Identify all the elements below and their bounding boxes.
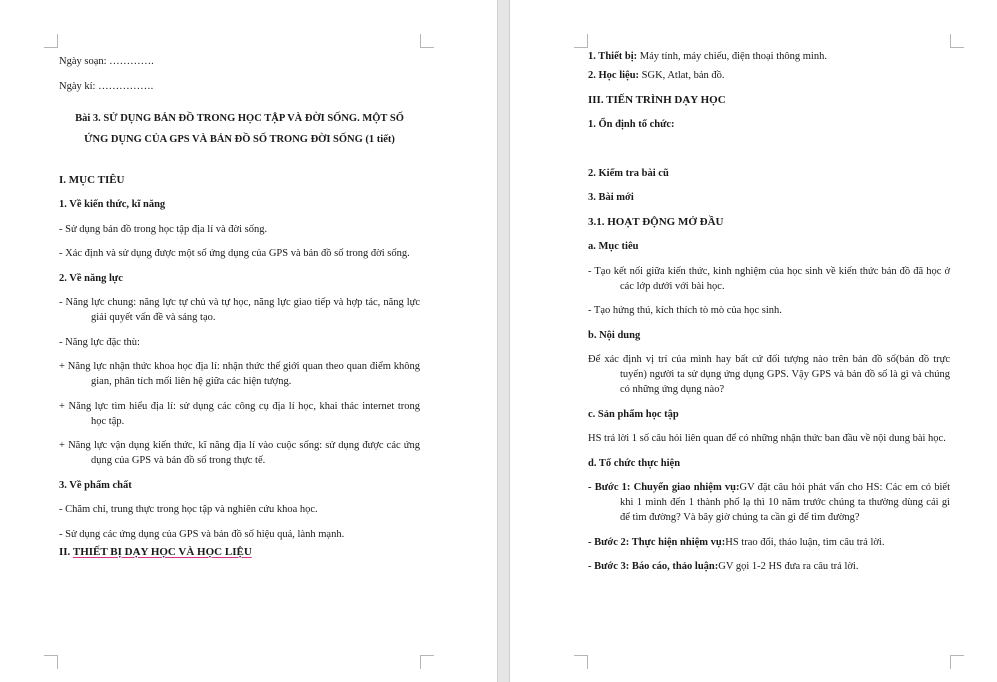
step-3 bbox=[588, 559, 950, 574]
crop-mark-bottom-right bbox=[420, 655, 434, 669]
heading-review: 2. Kiểm tra bài cũ bbox=[588, 167, 669, 179]
crop-mark-top-right bbox=[420, 34, 434, 48]
product-paragraph: HS trả lời 1 số câu hỏi liên quan để có những nhận thức ban đầu về nội dung bài học. bbox=[588, 433, 946, 444]
crop-mark-top-left bbox=[44, 34, 58, 48]
heading-competencies: 2. Về năng lực bbox=[59, 272, 123, 284]
materials-line bbox=[588, 68, 950, 83]
heading-d-organization: d. Tổ chức thực hiện bbox=[588, 457, 681, 469]
step-2-label: - Bước 2: Thực hiện nhiệm vụ: bbox=[588, 536, 726, 548]
date-prepared: Ngày soạn: …………. bbox=[59, 56, 154, 67]
competency-specific-1: + Năng lực nhận thức khoa học địa lí: nhận thức thế giới quan theo quan điểm không gian, phân tích mối liên hệ giữa các hiện tượng. bbox=[59, 361, 420, 387]
right-page-content bbox=[588, 49, 950, 584]
blank-space bbox=[588, 142, 950, 166]
equipment-label: 1. Thiết bị: bbox=[588, 51, 638, 62]
knowledge-item-2: - Xác định và sử dụng được một số ứng dụng của GPS và bản đồ số trong đời sống. bbox=[59, 248, 410, 259]
crop-mark-bottom-left bbox=[574, 655, 588, 669]
crop-mark-bottom-right bbox=[950, 655, 964, 669]
document-page-right bbox=[510, 0, 997, 682]
heading-equipment-text: THIẾT BỊ DẠY HỌC VÀ HỌC LIỆU bbox=[72, 545, 252, 558]
crop-mark-top-right bbox=[950, 34, 964, 48]
heading-c-product: c. Sản phẩm học tập bbox=[588, 408, 679, 420]
heading-opening-activity: 3.1. HOẠT ĐỘNG MỞ ĐẦU bbox=[588, 215, 724, 228]
objective-item-2: - Tạo hứng thú, kích thích tò mò của học sinh. bbox=[588, 305, 782, 316]
crop-mark-top-left bbox=[574, 34, 588, 48]
page-gutter bbox=[497, 0, 510, 682]
left-page-content bbox=[59, 54, 420, 569]
competency-specific-label: - Năng lực đặc thù: bbox=[59, 336, 140, 348]
equipment-text: Máy tính, máy chiếu, điện thoại thông minh. bbox=[637, 51, 827, 62]
step-1-label: - Bước 1: Chuyển giao nhiệm vụ: bbox=[588, 482, 740, 493]
heading-equipment bbox=[59, 545, 420, 560]
competency-specific-3: + Năng lực vận dụng kiến thức, kĩ năng địa lí vào cuộc sống: sử dụng được các ứng dụng của GPS và bản đồ số trong thực tế. bbox=[59, 440, 420, 466]
step-1 bbox=[588, 480, 950, 525]
heading-class-organization: 1. Ổn định tổ chức: bbox=[588, 119, 675, 130]
step-1-text: GV đặt câu hỏi phát vấn cho HS: Các em có biết khi 1 mình đến 1 thành phố lạ thì 10 năm trước chúng ta thường dùng cái gì để tìm đường? Và bây giờ chúng ta cần gì để tìm đường? bbox=[620, 482, 950, 523]
heading-b-content: b. Nội dung bbox=[588, 329, 641, 341]
content-paragraph: Để xác định vị trí của mình hay bất cứ đối tượng nào trên bản đồ số(bản đồ trực tuyến) người ta sử dụng ứng dụng GPS. Vậy GPS và bản đồ số là gì và chúng có những ứng dụng nào? bbox=[588, 354, 950, 395]
heading-teaching-process: III. TIẾN TRÌNH DẠY HỌC bbox=[588, 93, 726, 106]
step-2-text: HS trao đổi, thảo luận, tìm câu trả lời. bbox=[725, 536, 885, 548]
heading-knowledge-skills: 1. Về kiến thức, kĩ năng bbox=[59, 199, 166, 210]
competency-specific-2: + Năng lực tìm hiểu địa lí: sử dụng các công cụ địa lí học, khai thác internet trong học tập. bbox=[59, 400, 420, 427]
materials-label: 2. Học liệu: bbox=[588, 70, 640, 81]
competency-general: - Năng lực chung: năng lực tự chủ và tự học, năng lực giao tiếp và hợp tác, năng lực giải quyết vấn đề và sáng tạo. bbox=[59, 297, 420, 323]
heading-qualities: 3. Về phẩm chất bbox=[59, 479, 132, 491]
knowledge-item-1: - Sử dụng bản đồ trong học tập địa lí và đời sống. bbox=[59, 223, 268, 235]
equipment-line bbox=[588, 49, 950, 64]
step-3-label: - Bước 3: Báo cáo, thảo luận: bbox=[588, 561, 719, 572]
quality-item-2: - Sử dụng các ứng dụng của GPS và bản đồ số hiệu quả, lành mạnh. bbox=[59, 528, 345, 540]
heading-a-objective: a. Mục tiêu bbox=[588, 241, 639, 252]
crop-mark-bottom-left bbox=[44, 655, 58, 669]
step-2 bbox=[588, 535, 950, 550]
heading-new-lesson: 3. Bài mới bbox=[588, 192, 634, 203]
step-3-text: GV gọi 1-2 HS đưa ra câu trả lời. bbox=[718, 561, 859, 572]
date-signed: Ngày kí: ……………. bbox=[59, 80, 154, 92]
quality-item-1: - Chăm chỉ, trung thực trong học tập và nghiên cứu khoa học. bbox=[59, 504, 318, 515]
heading-objectives: I. MỤC TIÊU bbox=[59, 173, 125, 186]
lesson-title: Bài 3. SỬ DỤNG BẢN ĐỒ TRONG HỌC TẬP VÀ ĐỜI SỐNG. MỘT SỐ ỨNG DỤNG CỦA GPS VÀ BẢN ĐỒ SỐ TRONG ĐỜI SỐNG (1 tiết) bbox=[75, 112, 404, 145]
heading-equipment-prefix: II. bbox=[59, 545, 73, 558]
materials-text: SGK, Atlat, bản đồ. bbox=[639, 70, 725, 81]
document-page-left bbox=[0, 0, 497, 682]
objective-item-1: - Tạo kết nối giữa kiến thức, kinh nghiệm của học sinh về kiến thức bản đồ đã học ở các lớp dưới với bài học. bbox=[588, 265, 950, 292]
